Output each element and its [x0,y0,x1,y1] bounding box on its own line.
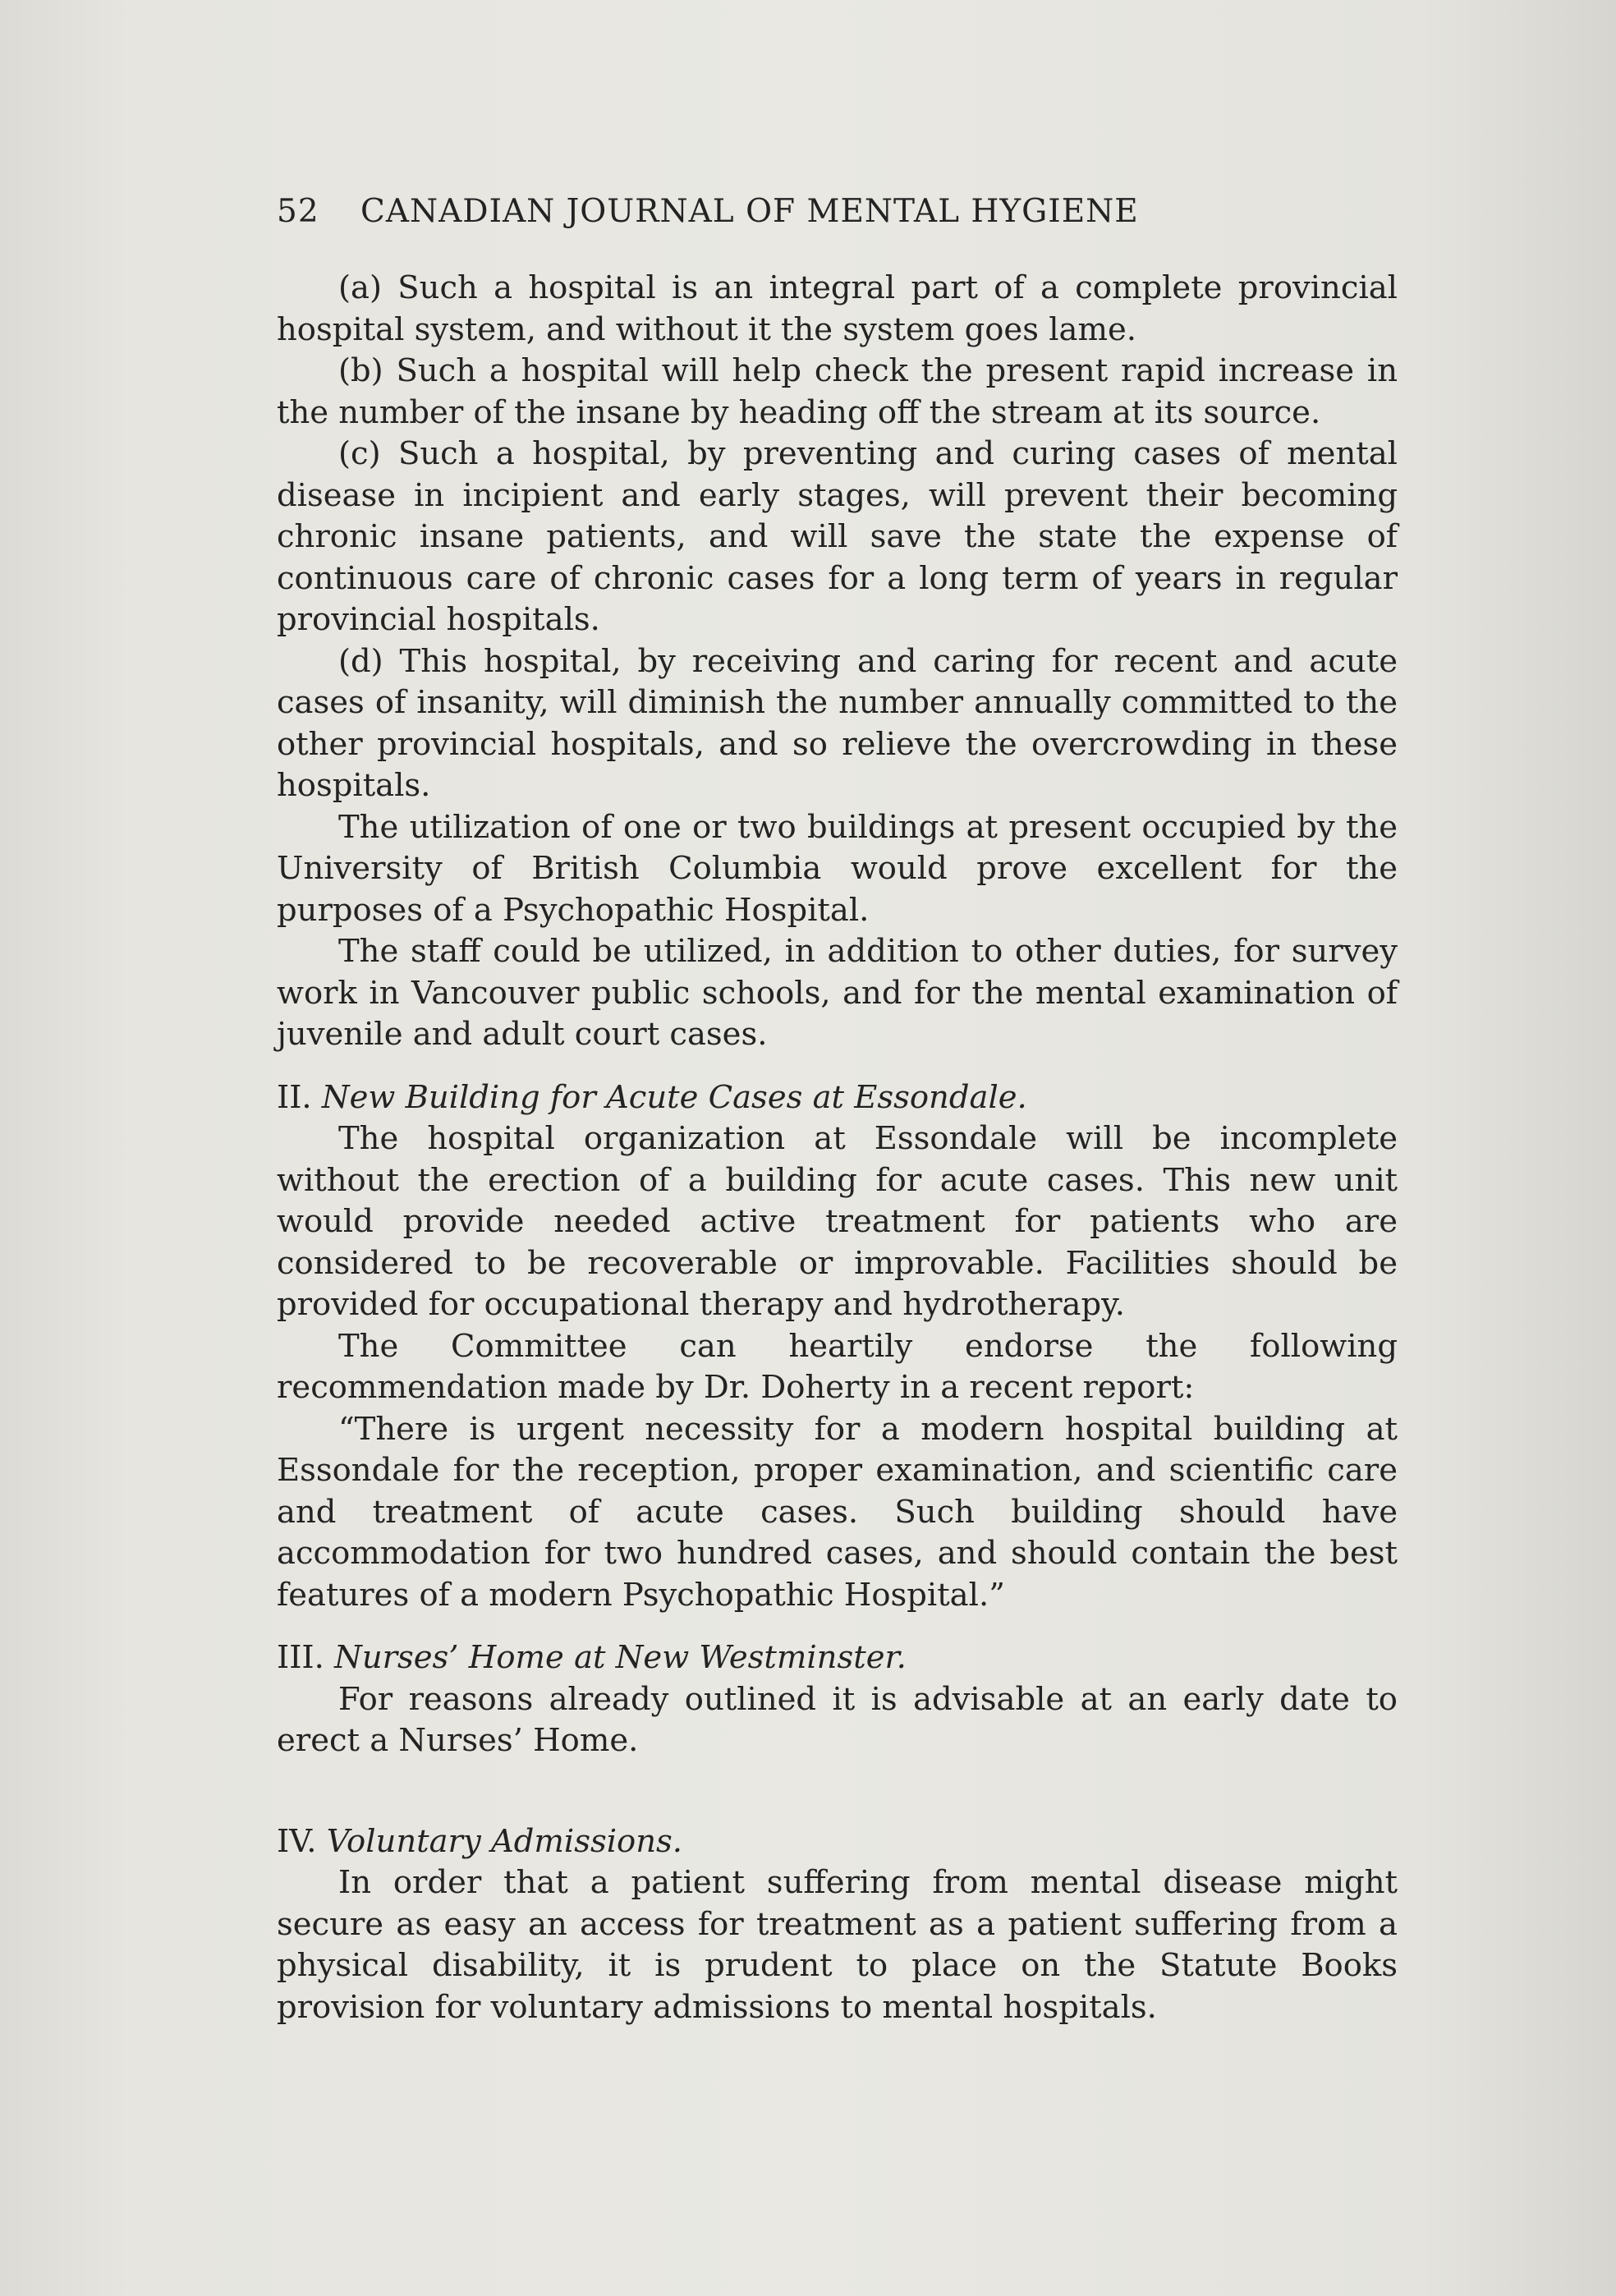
section-numeral-4: IV. [277,1822,317,1860]
running-header [277,187,1398,236]
section-heading-3 [277,1637,1398,1679]
section-3-paragraph-1: For reasons already outlined it is advisable at an early date to erect a Nurses’ Home. [277,1680,1398,1759]
paragraph-utilization: The utilization of one or two buildings at present occupied by the University of British Columbia would prove excellent for the purposes of a Psychopathic Hospital. [277,808,1398,929]
section-title-3: Nurses’ Home at New Westminster. [334,1639,907,1676]
paragraph-a: (a) Such a hospital is an integral part of a complete provincial hospital system, and without it the system goes lame. [277,269,1398,348]
section-4-paragraph-1: In order that a patient suffering from mental disease might secure as easy an access for treatment as a patient suffering from a physical disability, it is prudent to place on the Statute Books provision for voluntary admissions to mental hospitals. [277,1864,1398,2026]
section-heading-2 [277,1077,1398,1119]
page-number: 52 [277,193,319,230]
section-2-paragraph-2: The Committee can heartily endorse the following recommendation made by Dr. Doherty in a recent report: [277,1327,1398,1406]
paragraph-staff: The staff could be utilized, in addition to other duties, for survey work in Vancouver public schools, and for the mental examination of juvenile and adult court cases. [277,933,1398,1053]
page-content [277,187,1398,2028]
paragraph-d: (d) This hospital, by receiving and caring for recent and acute cases of insanity, will diminish the number annually committed to the other provincial hospitals, and so relieve the overcrowding in these hospitals. [277,642,1398,804]
paragraph-b: (b) Such a hospital will help check the present rapid increase in the number of the insane by heading off the stream at its source. [277,352,1398,431]
section-title-2: New Building for Acute Cases at Essondale. [321,1078,1027,1116]
section-numeral-2: II. [277,1078,312,1116]
journal-title: CANADIAN JOURNAL OF MENTAL HYGIENE [360,193,1139,230]
section-2-paragraph-1: The hospital organization at Essondale will be incomplete without the erection of a building for acute cases. This new unit would provide needed active treatment for patients who are considered to be recoverable or improvable. Facilities should be provided for occupational therapy and hydrotherapy. [277,1120,1398,1323]
section-numeral-3: III. [277,1639,324,1676]
section-2-quote: “There is urgent necessity for a modern hospital building at Essondale for the reception, proper examination, and scientific care and treatment of acute cases. Such building should have accommodation for two hundred cases, and should contain the best features of a modern Psychopathic Hospital.” [277,1410,1398,1614]
section-heading-4 [277,1821,1398,1863]
paragraph-c: (c) Such a hospital, by preventing and curing cases of mental disease in incipient and early stages, will prevent their becoming chronic insane patients, and will save the state the expense of continuous care of chronic cases for a long term of years in regular provincial hospitals. [277,435,1398,638]
section-title-4: Voluntary Admissions. [326,1822,683,1860]
